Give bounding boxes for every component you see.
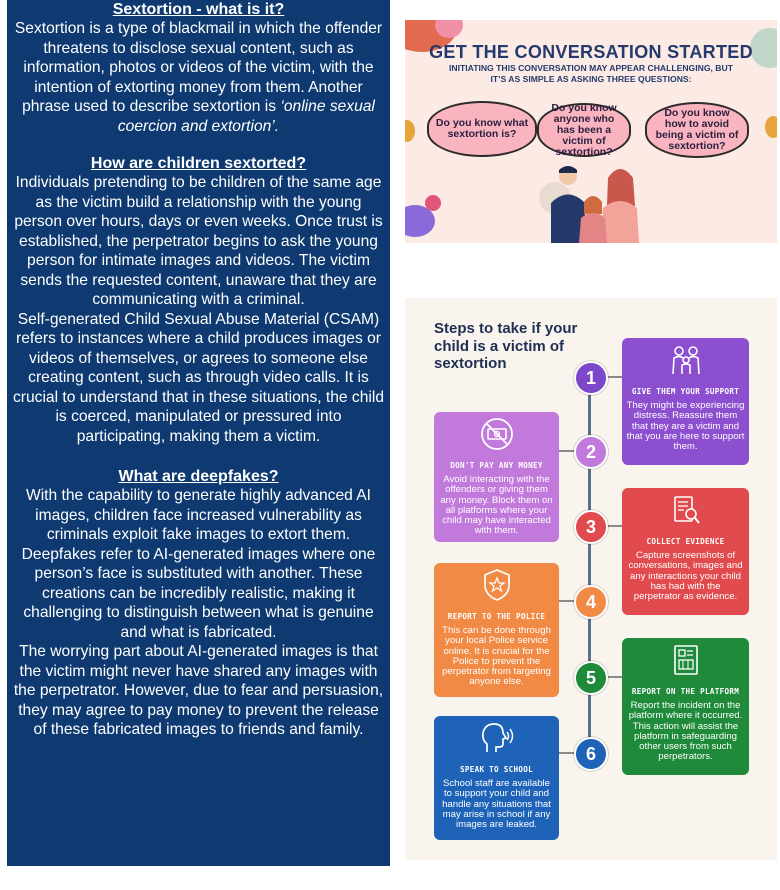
step-card-support xyxy=(622,338,749,465)
question-bubble-2: Do you know anyone who has been a victim of sextortion? xyxy=(537,103,631,157)
step-card-report-platform xyxy=(622,638,749,775)
decor-leaf-left xyxy=(405,120,415,142)
step-heading-support: GIVE THEM YOUR SUPPORT xyxy=(631,387,740,396)
paragraph-ai-worry: The worrying part about AI-generated images is that the victim might never have shared any images with the perpetrator. However, due to fear and persuasion, they may agree to pay money to prevent the release of these fabricated images to friends and family. xyxy=(13,643,384,738)
decor-leaf-right xyxy=(765,116,777,138)
paragraph-ai-vulnerability: With the capability to generate highly advanced AI images, children face increased vulnerability as criminals exploit fake images to extort them. xyxy=(25,487,371,543)
step-number-3: 3 xyxy=(574,510,608,544)
step-heading-speak-school: SPEAK TO SCHOOL xyxy=(459,765,534,774)
connector-6 xyxy=(559,752,575,754)
family-illustration xyxy=(533,158,653,243)
paragraph-grooming: Individuals pretending to be children of the same age as the victim build a relationship with the young person over hours, days or even weeks. Once trust is established, the perpetrator begins to ask the young person for intimate images and videos. The victim sends the requested content, unaware that they are communicating with a criminal. xyxy=(14,174,383,308)
paragraph-deepfake-definition: Deepfakes refer to AI-generated images where one person’s face is substituted with another. These creations can be incredibly realistic, making it challenging to distinguish between what is genuine and what is fabricated. xyxy=(21,545,376,641)
definition-text: Sextortion is a type of blackmail in which the offender threatens to disclose sexual content, such as information, photos or videos of the victim, with the intention of extorting money from them. Another phrase used to describe sextortion is xyxy=(14,20,383,115)
step-body-report-police: This can be done through your local Police service online. It is crucial for the Police to prevent the perpetrator from targeting anyone else. xyxy=(442,625,551,688)
steps-title: Steps to take if your child is a victim of sextortion xyxy=(434,320,578,372)
step-body-support: They might be experiencing distress. Reassure them that they are a victim and that you are here to support them. xyxy=(626,400,745,453)
step-number-6: 6 xyxy=(574,737,608,771)
step-card-speak-school xyxy=(434,716,559,840)
police-badge-icon xyxy=(479,567,515,603)
report-document-icon xyxy=(668,642,704,678)
step-number-4: 4 xyxy=(574,585,608,619)
step-body-report-platform: Report the incident on the platform where it occurred. This action will assist the platform in safeguarding other users from such perpetrators. xyxy=(628,700,743,763)
step-body-speak-school: School staff are available to support your child and handle any situations that may arise in school if any images are leaked. xyxy=(442,778,551,831)
document-magnifier-icon xyxy=(668,492,704,528)
step-heading-report-platform: REPORT ON THE PLATFORM xyxy=(631,687,740,696)
step-card-dont-pay xyxy=(434,412,559,542)
step-card-report-police xyxy=(434,563,559,697)
step-heading-dont-pay: DON'T PAY ANY MONEY xyxy=(450,461,543,470)
step-number-2: 2 xyxy=(574,435,608,469)
question-bubble-3: Do you know how to avoid being a victim of sextortion? xyxy=(645,102,749,158)
connector-4 xyxy=(559,600,575,602)
heading-how-children-sextorted: How are children sextorted? xyxy=(90,155,307,172)
question-bubble-1: Do you know what sextortion is? xyxy=(427,101,537,157)
connector-1 xyxy=(606,376,622,378)
conversation-title: GET THE CONVERSATION STARTED xyxy=(429,42,753,62)
steps-card xyxy=(405,298,777,860)
step-heading-collect-evidence: COLLECT EVIDENCE xyxy=(646,537,725,546)
step-heading-report-police: REPORT TO THE POLICE xyxy=(447,612,546,621)
family-icon xyxy=(668,342,704,378)
decor-splash-bottom-left-2 xyxy=(425,195,441,211)
definition-quote: ‘online sexual coercion and extortion’. xyxy=(117,98,375,135)
step-body-collect-evidence: Capture screenshots of conversations, images and any interactions your child has had with the perpetrator as evidence. xyxy=(628,550,743,603)
heading-deepfakes: What are deepfakes? xyxy=(118,468,279,485)
step-body-dont-pay: Avoid interacting with the offenders or giving them any money. Block them on all platforms where your child may have interacted with them. xyxy=(440,474,553,537)
heading-what-is-sextortion: Sextortion - what is it? xyxy=(112,1,285,18)
step-card-collect-evidence xyxy=(622,488,749,615)
step-number-5: 5 xyxy=(574,661,608,695)
connector-5 xyxy=(606,676,622,678)
paragraph-definition xyxy=(13,19,384,136)
conversation-card xyxy=(405,20,777,243)
connector-2 xyxy=(559,450,575,452)
step-number-1: 1 xyxy=(574,361,608,395)
conversation-subtitle: INITIATING THIS CONVERSATION MAY APPEAR CHALLENGING, BUT IT’S AS SIMPLE AS ASKING THREE QUESTIONS: xyxy=(449,63,733,84)
paragraph-csam: Self-generated Child Sexual Abuse Material (CSAM) refers to instances where a child produces images or videos of themselves, or agrees to someone else creating content, such as through video calls. It is crucial to understand that in these situations, the child is coerced, manipulated or pressured into participating, making them a victim. xyxy=(13,310,385,445)
speaking-head-icon xyxy=(479,720,515,756)
connector-3 xyxy=(606,525,622,527)
article-column xyxy=(7,0,390,866)
no-money-icon xyxy=(479,416,515,452)
